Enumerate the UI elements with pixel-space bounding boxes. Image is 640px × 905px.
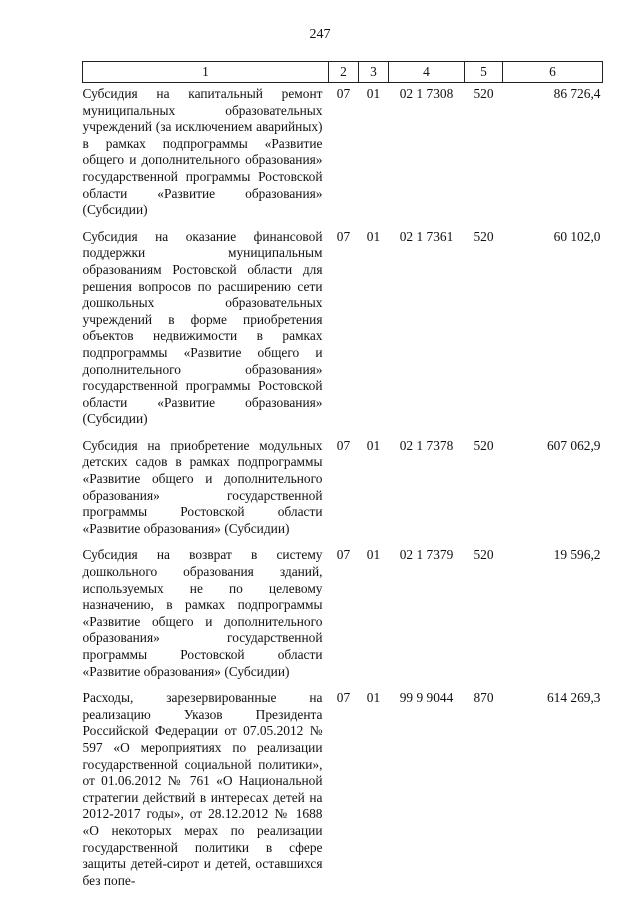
row-section: 07 bbox=[336, 690, 351, 706]
table-body bbox=[83, 83, 603, 897]
row-subsection: 01 bbox=[366, 437, 381, 453]
row-amount: 19 596,2 bbox=[553, 547, 601, 563]
row-target-article: 02 1 7379 bbox=[399, 547, 454, 563]
row-name-cell bbox=[83, 83, 329, 226]
table-header bbox=[83, 62, 603, 83]
header-col-subsection: 3 bbox=[359, 62, 389, 83]
row-expense-type: 870 bbox=[473, 690, 494, 706]
row-name: Расходы, зарезервированные на реализацию Указов Президента Российской Федерации от 07.05.2012 № 597 «О мероприятиях по реализации государственной социальной политики», от 01.06.2012 № 761 «О Национальной стратегии действий в интересах детей на 2012-2017 годы», от 28.12.2012 № 1688 «О некоторых мерах по реализации государственной политики в сфере защиты детей-сирот и детей, оставшихся без попе- bbox=[82, 690, 323, 888]
row-target-article: 99 9 9044 bbox=[399, 690, 454, 706]
header-col-section: 2 bbox=[329, 62, 359, 83]
row-section: 07 bbox=[336, 228, 351, 244]
header-col-expense-type: 5 bbox=[465, 62, 503, 83]
table-row bbox=[83, 226, 603, 435]
table-row bbox=[83, 435, 603, 545]
row-name: Субсидия на оказание финансовой поддержки муниципальным образованиям Ростовской области для решения вопросов по расширению сети дошкольных образовательных учреждений в форме приобретения объектов недвижимости в рамках подпрограммы «Развитие общего и дополнительного образования» государственной программы Ростовской области «Развитие образования» (Субсидии) bbox=[82, 228, 323, 427]
row-name: Субсидия на приобретение модульных детских садов в рамках подпрограммы «Развитие общего и дополнительного образования» государственной программы Ростовской области «Развитие образования» (Субсидии) bbox=[82, 437, 323, 536]
row-expense-type: 520 bbox=[473, 547, 494, 563]
row-section: 07 bbox=[336, 547, 351, 563]
row-section: 07 bbox=[336, 437, 351, 453]
budget-table bbox=[82, 61, 603, 896]
page-number: 247 bbox=[309, 27, 331, 42]
row-name-cell bbox=[83, 435, 329, 545]
row-amount: 60 102,0 bbox=[553, 228, 601, 244]
header-col-name: 1 bbox=[83, 62, 329, 83]
row-target-article: 02 1 7378 bbox=[399, 437, 454, 453]
row-name-cell bbox=[83, 687, 329, 896]
row-expense-type: 520 bbox=[473, 86, 494, 101]
header-col-amount: 6 bbox=[503, 62, 603, 83]
table-row bbox=[83, 687, 603, 896]
row-section: 07 bbox=[336, 86, 351, 101]
row-name: Субсидия на возврат в систему дошкольного образования зданий, используемых не по целевому назначению, в рамках подпрограммы «Развитие общего и дополнительного образования» государственной программы Ростовской области «Развитие образования» (Субсидии) bbox=[82, 547, 323, 679]
row-subsection: 01 bbox=[366, 547, 381, 563]
row-subsection: 01 bbox=[366, 86, 381, 101]
header-col-target-article: 4 bbox=[389, 62, 465, 83]
row-expense-type: 520 bbox=[473, 437, 494, 453]
row-subsection: 01 bbox=[366, 690, 381, 706]
row-expense-type: 520 bbox=[473, 228, 494, 244]
row-amount: 86 726,4 bbox=[553, 86, 601, 101]
row-name-cell bbox=[83, 226, 329, 435]
row-name: Субсидия на капитальный ремонт муниципальных образовательных учреждений (за исключением аварийных) в рамках подпрограммы «Развитие общего и дополнительного образования» государственной программы Ростовской области «Развитие образования» (Субсидии) bbox=[82, 86, 323, 218]
table-row bbox=[83, 544, 603, 687]
header-row bbox=[83, 62, 603, 83]
row-amount: 614 269,3 bbox=[546, 690, 601, 706]
row-target-article: 02 1 7308 bbox=[399, 86, 454, 101]
row-name-cell bbox=[83, 544, 329, 687]
row-subsection: 01 bbox=[366, 228, 381, 244]
row-amount: 607 062,9 bbox=[546, 437, 601, 453]
table-row bbox=[83, 83, 603, 226]
row-target-article: 02 1 7361 bbox=[399, 228, 454, 244]
